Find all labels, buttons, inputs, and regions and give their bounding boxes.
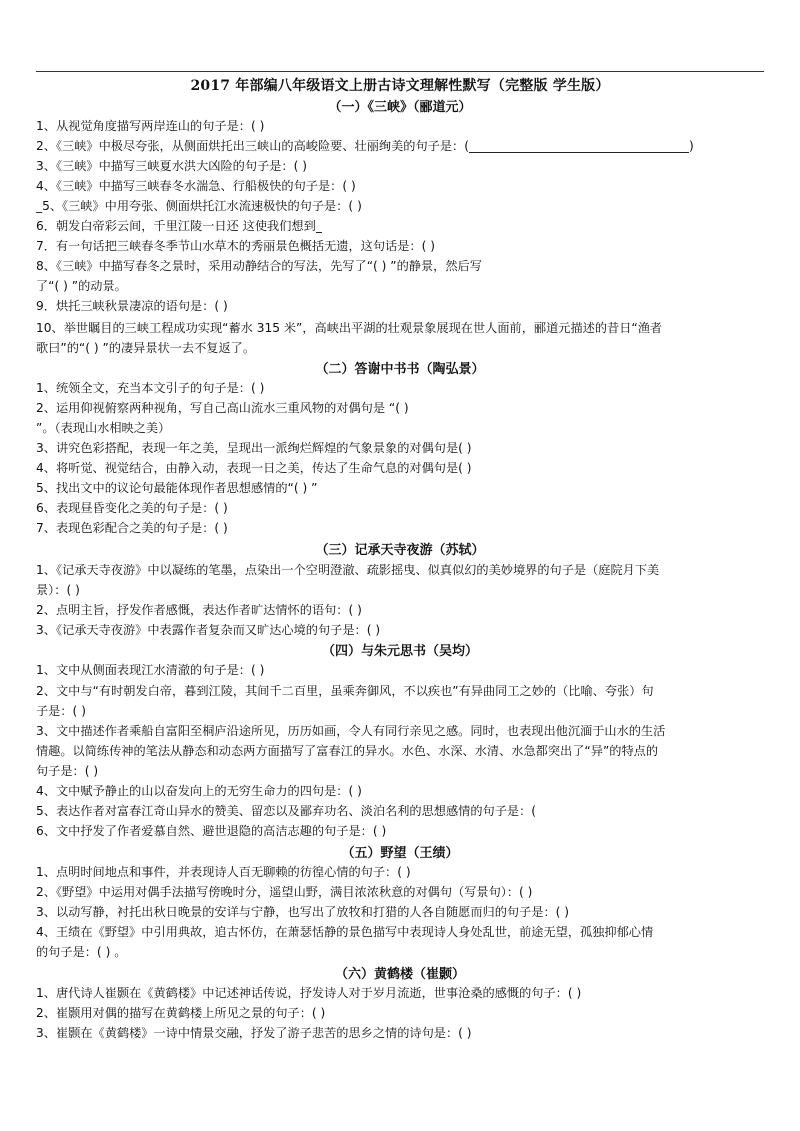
section-heading-4: （四）与朱元思书（吴均）: [321, 644, 478, 659]
answer-blank[interactable]: [469, 138, 689, 153]
question-line: 3、《三峡》中描写三峡夏水洪大凶险的句子是：( ): [36, 159, 307, 173]
question-line: 的句子是：( ) 。: [36, 945, 127, 959]
section-heading-1: （一）《三峡》（郦道元）: [328, 100, 472, 115]
question-line: 4、文中赋予静止的山以奋发向上的无穷生命力的四句是：( ): [36, 784, 362, 798]
answer-blank[interactable]: [316, 218, 322, 233]
question-line: 8、《三峡》中描写春冬之景时，采用动静结合的写法，先写了“( ) ”的静景，然后写: [36, 259, 482, 273]
question-line: 10、举世瞩目的三峡工程成功实现“蓄水 315 米”，高峡出平湖的壮观景象展现在世人面前，郦道元描述的昔日“渔者: [36, 321, 663, 335]
question-line: 2、运用仰视俯察两种视角，写自己高山流水三重风物的对偶句是 “( ): [36, 401, 409, 415]
section-heading-6: （六）黄鹤楼（崔颢）: [334, 967, 465, 982]
question-line: 2、崔颢用对偶的描写在黄鹤楼上所见之景的句子：( ): [36, 1006, 326, 1020]
question-line: 句子是：( ): [36, 764, 99, 778]
question-line: 1、文中从侧面表现江水清澈的句子是：( ): [36, 663, 265, 677]
question-line: 了“( ) ”的动景。: [36, 279, 127, 293]
question-line: ”。（表现山水相映之美）: [36, 421, 171, 435]
question-line: 7．有一句话把三峡春冬季节山水草木的秀丽景色概括无遗，这句话是：( ): [36, 239, 435, 253]
question-line: 6、表现昼昏变化之美的句子是：( ): [36, 501, 228, 515]
page-title: 2017 年部编八年级语文上册古诗文理解性默写（完整版 学生版）: [190, 78, 610, 94]
question-line: 情趣。以简练传神的笔法从静态和动态两方面描写了富春江的异水。水色、水深、水清、水急都突出了“异”的特点的: [36, 744, 659, 758]
question-line: 1、《记承天寺夜游》中以凝练的笔墨，点染出一个空明澄澈、疏影摇曳、似真似幻的美妙境界的句子是（庭院月下美: [36, 563, 660, 577]
question-line: 6、文中抒发了作者爱慕自然、避世退隐的高洁志趣的句子是：( ): [36, 824, 387, 838]
question-line: 5、表达作者对富春江奇山异水的赞美、留恋以及鄙弃功名、淡泊名利的思想感情的句子是：(: [36, 804, 537, 818]
section-heading-2: （二）答谢中书书（陶弘景）: [315, 362, 485, 377]
question-line: 3、文中描述作者乘船自富阳至桐庐沿途所见，历历如画，令人有同行亲见之感。同时，也表现出他沉湎于山水的生活: [36, 724, 666, 738]
question-line: 1、统领全文，充当本文引子的句子是：( ): [36, 381, 265, 395]
question-line: _5、《三峡》中用夸张、侧面烘托江水流速极快的句子是：( ): [36, 199, 362, 213]
question-line: 1、从视觉角度描写两岸连山的句子是：( ): [36, 119, 265, 133]
question-line: 子是：( ): [36, 704, 86, 718]
question-line: 7、表现色彩配合之美的句子是：( ): [36, 521, 228, 535]
question-line: 1、唐代诗人崔颢在《黄鹤楼》中记述神话传说，抒发诗人对于岁月流逝，世事沧桑的感慨的句子：( ): [36, 986, 582, 1000]
question-line: 2、点明主旨，抒发作者感慨，表达作者旷达情怀的语句：( ): [36, 603, 362, 617]
question-line: 4、将听觉、视觉结合，由静入动，表现一日之美，传达了生命气息的对偶句是( ): [36, 461, 472, 475]
question-line: 2、文中与“有时朝发白帝，暮到江陵，其间千二百里，虽乘奔御风，不以疾也”有异曲同工之妙的（比喻、夸张）句: [36, 684, 654, 698]
question-line: 4、《三峡》中描写三峡春冬水湍急、行船极快的句子是：( ): [36, 179, 356, 193]
question-line: 4、王绩在《野望》中引用典故，追古怀仿，在萧瑟恬静的景色描写中表现诗人身处乱世，前途无望，孤独抑郁心情: [36, 925, 654, 939]
section-heading-3: （三）记承天寺夜游（苏轼）: [315, 543, 485, 558]
question-line: 3、以动写静，衬托出秋日晚景的安详与宁静，也写出了放牧和打猎的人各自随愿而归的句子是：( ): [36, 905, 570, 919]
question-line: 3、讲究色彩搭配，表现一年之美，呈现出一派绚烂辉煌的气象景象的对偶句是( ): [36, 441, 472, 455]
question-line: 2、《野望》中运用对偶手法描写傍晚时分，遥望山野，满目浓浓秋意的对偶句（写景句）：( ): [36, 885, 533, 899]
question-line: 歌曰”的“( ) ”的凄异景状一去不复返了。: [36, 341, 256, 355]
question-line: 3、崔颢在《黄鹤楼》一诗中情景交融，抒发了游子悲苦的思乡之情的诗句是：( ): [36, 1026, 472, 1040]
question-line: 景）：( ): [36, 583, 80, 597]
question-line: 5、找出文中的议论句最能体现作者思想感情的“( ) ”: [36, 481, 318, 495]
question-line: 6．朝发白帝彩云间，千里江陵一日还 这使我们想到: [36, 216, 322, 236]
question-line: 1、点明时间地点和事件，并表现诗人百无聊赖的彷徨心情的句子：( ): [36, 865, 411, 879]
top-rule: [36, 71, 764, 72]
question-line: 9．烘托三峡秋景凄凉的语句是：( ): [36, 299, 228, 313]
question-line: 3、《记承天寺夜游》中表露作者复杂而又旷达心境的句子是：( ): [36, 623, 381, 637]
section-heading-5: （五）野望（王绩）: [341, 846, 459, 861]
question-line: 2、《三峡》中极尽夸张，从侧面烘托出三峡山的高峻险要、壮丽绚美的句子是：( ): [36, 139, 694, 153]
